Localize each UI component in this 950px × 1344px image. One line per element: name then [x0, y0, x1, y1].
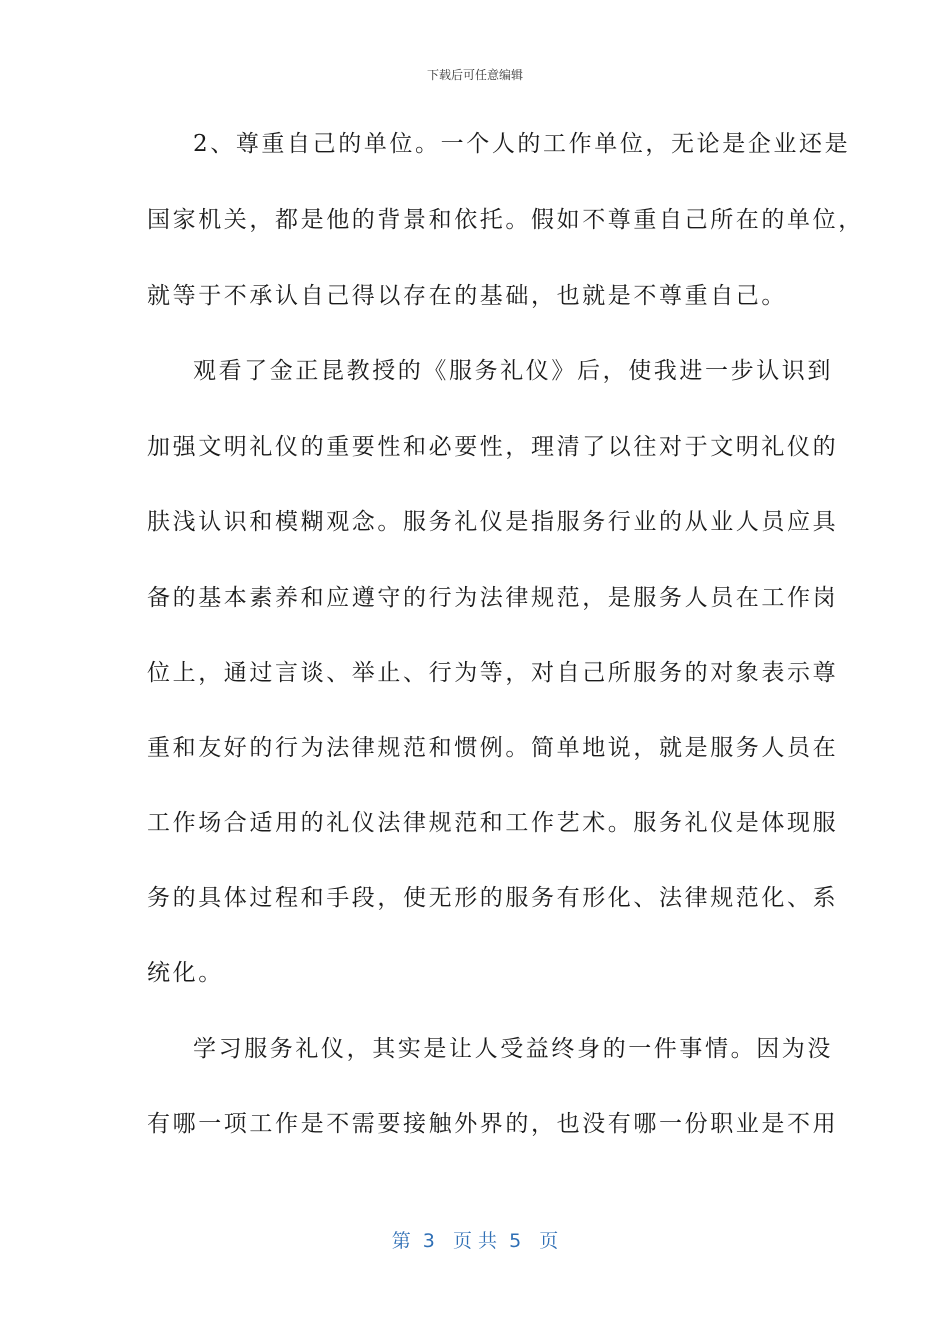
body-line: 务的具体过程和手段，使无形的服务有形化、法律规范化、系 — [147, 885, 839, 911]
body-line: 位上，通过言谈、举止、行为等，对自己所服务的对象表示尊 — [147, 660, 839, 686]
body-line: 加强文明礼仪的重要性和必要性，理清了以往对于文明礼仪的 — [147, 434, 839, 460]
body-line: 备的基本素养和应遵守的行为法律规范，是服务人员在工作岗 — [147, 585, 839, 611]
body-line: 工作场合适用的礼仪法律规范和工作艺术。服务礼仪是体现服 — [147, 810, 839, 836]
page-number-footer: 第 3 页 共 5 页 — [391, 1230, 559, 1252]
body-line: 重和友好的行为法律规范和惯例。简单地说，就是服务人员在 — [147, 735, 839, 761]
body-line: 有哪一项工作是不需要接触外界的，也没有哪一份职业是不用 — [147, 1111, 839, 1137]
body-line: 学习服务礼仪，其实是让人受益终身的一件事情。因为没 — [193, 1036, 833, 1062]
body-line: 就等于不承认自己得以存在的基础，也就是不尊重自己。 — [147, 283, 787, 309]
body-line: 观看了金正昆教授的《服务礼仪》后，使我进一步认识到 — [193, 358, 833, 384]
body-line: 肤浅认识和模糊观念。服务礼仪是指服务行业的从业人员应具 — [147, 509, 839, 535]
body-line: 统化。 — [147, 960, 224, 986]
body-line: 国家机关，都是他的背景和依托。假如不尊重自己所在的单位， — [147, 207, 864, 233]
body-line: 2、尊重自己的单位。一个人的工作单位，无论是企业还是 — [193, 131, 851, 157]
page-header-note: 下载后可任意编辑 — [426, 68, 523, 82]
